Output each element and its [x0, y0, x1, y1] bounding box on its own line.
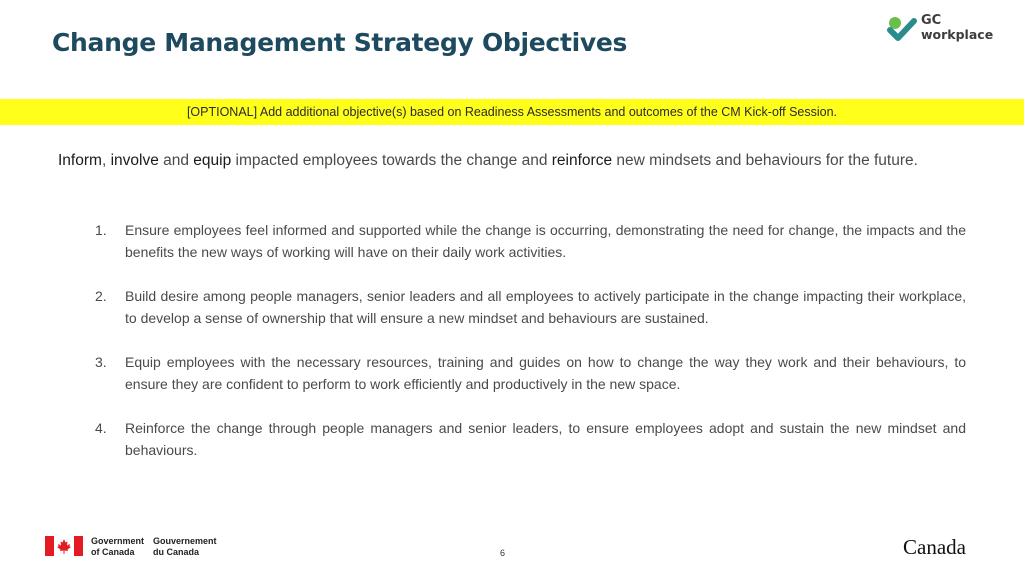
intro-sep-3: impacted employees towards the change and	[231, 152, 552, 169]
objective-item	[95, 219, 966, 263]
page-number: 6	[500, 548, 506, 558]
objective-text: Build desire among people managers, senior leaders and all employees to actively participate in the change impacting their workplace, to develop a sense of ownership that will ensure a new mindset and behaviours are sustained.	[125, 288, 966, 326]
gouvernement-du-canada-label	[153, 536, 217, 558]
intro-sep-1: ,	[101, 152, 111, 169]
objective-item	[95, 285, 966, 329]
objective-text: Ensure employees feel informed and supported while the change is occurring, demonstrating the need for change, the impacts and the benefits the new ways of working will have on their daily work activities.	[125, 222, 966, 260]
gov-fr-line-1: Gouvernement	[153, 536, 217, 546]
canada-flag-icon	[45, 536, 83, 556]
logo-line-2: workplace	[921, 27, 994, 42]
gc-workplace-logo	[886, 14, 996, 46]
slide-title: Change Management Strategy Objectives	[52, 28, 628, 57]
objective-item	[95, 417, 966, 461]
intro-sep-2: and	[158, 152, 194, 169]
government-of-canada-label	[91, 536, 144, 558]
objective-text: Equip employees with the necessary resources, training and guides on how to change the way they work and their behaviours, to ensure they are confident to perform to work efficiently and productively in the new space.	[125, 354, 966, 392]
gov-fr-line-2: du Canada	[153, 547, 200, 557]
keyword-equip: equip	[193, 152, 232, 169]
objective-text: Reinforce the change through people managers and senior leaders, to ensure employees adopt and sustain the new mindset and behaviours.	[125, 420, 966, 458]
keyword-involve: involve	[110, 152, 159, 169]
intro-sep-4: new mindsets and behaviours for the future.	[612, 152, 918, 169]
keyword-inform: Inform	[58, 152, 102, 169]
objective-number: 3.	[95, 354, 107, 370]
gc-workplace-mark-icon	[886, 16, 918, 42]
objective-number: 4.	[95, 420, 107, 436]
intro-paragraph	[58, 148, 966, 173]
logo-line-1: GC	[921, 13, 942, 28]
objective-number: 1.	[95, 222, 107, 238]
gov-en-line-2: of Canada	[91, 547, 135, 557]
objective-item	[95, 351, 966, 395]
objectives-list	[95, 219, 966, 483]
optional-banner: [OPTIONAL] Add additional objective(s) based on Readiness Assessments and outcomes of the CM Kick-off Session.	[0, 99, 1024, 125]
canada-wordmark: Canada	[903, 535, 966, 559]
gov-en-line-1: Government	[91, 536, 145, 546]
keyword-reinforce: reinforce	[551, 152, 613, 169]
objective-number: 2.	[95, 288, 107, 304]
